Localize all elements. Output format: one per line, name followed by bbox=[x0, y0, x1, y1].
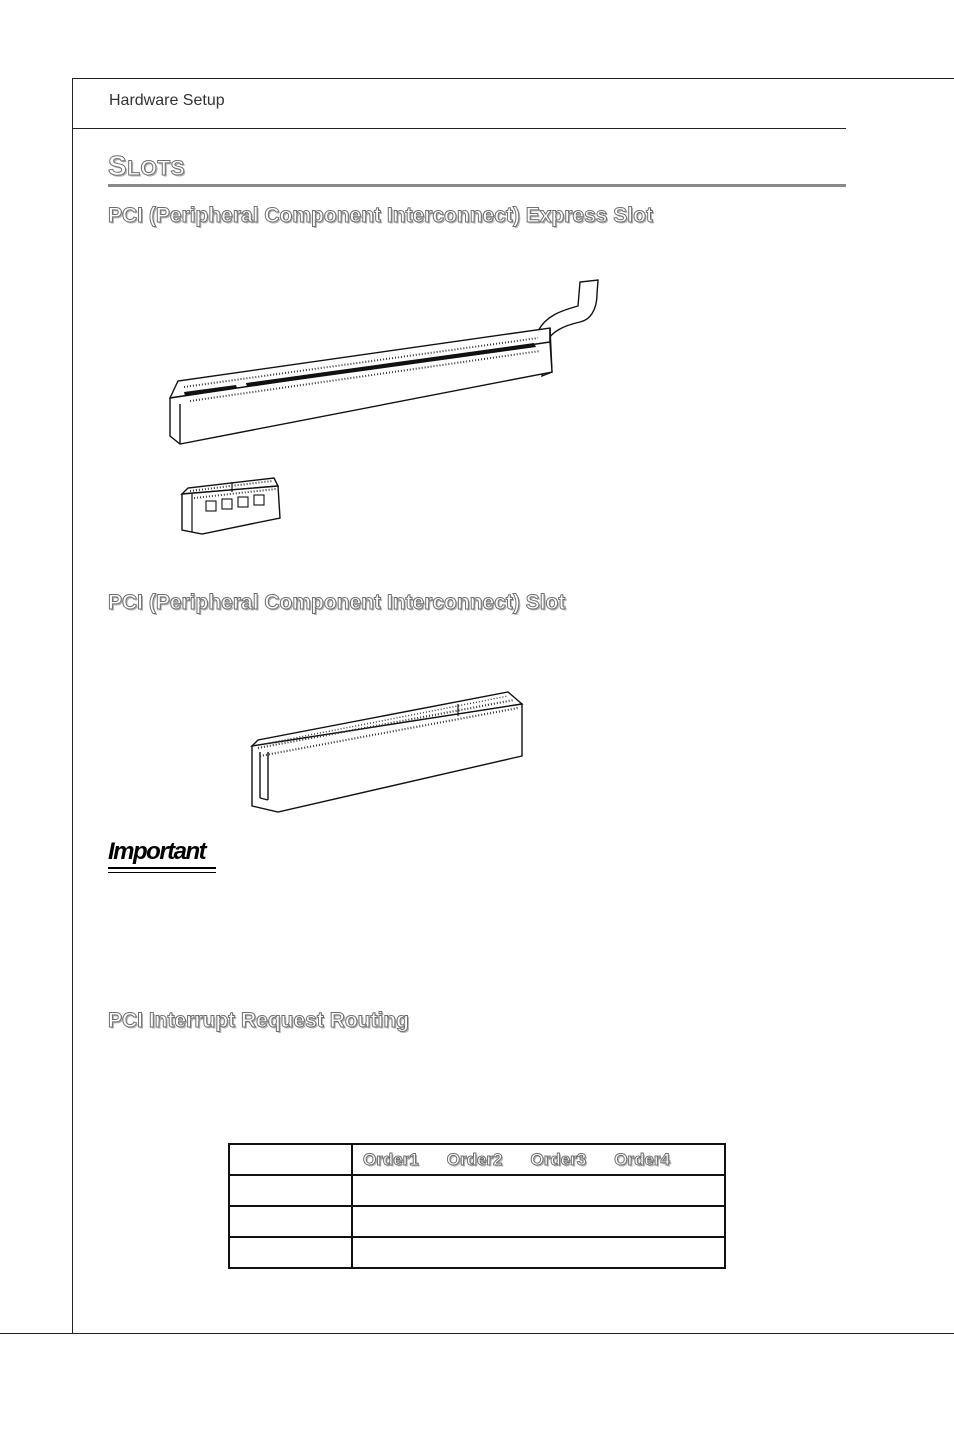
important-underline-2 bbox=[108, 872, 216, 873]
bottom-rule bbox=[0, 1333, 954, 1334]
section-title-rule bbox=[108, 184, 846, 187]
table-header-row bbox=[229, 1144, 725, 1175]
pcie-heading: PCI (Peripheral Component Interconnect) Express Slot bbox=[108, 204, 653, 227]
important-underline bbox=[108, 867, 216, 869]
table-row bbox=[229, 1206, 725, 1237]
section-title-rest: LOTS bbox=[127, 157, 186, 180]
table-header-corner bbox=[229, 1144, 352, 1175]
irq-routing-table bbox=[228, 1143, 726, 1269]
table-row-label bbox=[229, 1206, 352, 1237]
table-row-value bbox=[352, 1237, 725, 1268]
column-header-order2: Order2 bbox=[446, 1149, 503, 1169]
left-margin-rule bbox=[72, 78, 73, 1334]
irq-heading: PCI Interrupt Request Routing bbox=[108, 1009, 409, 1032]
important-label: Important bbox=[108, 838, 206, 865]
pci-heading: PCI (Peripheral Component Interconnect) Slot bbox=[108, 591, 566, 614]
table-row-label bbox=[229, 1175, 352, 1206]
column-header-order4: Order4 bbox=[614, 1149, 670, 1169]
table-row-value bbox=[352, 1206, 725, 1237]
top-rule bbox=[72, 78, 954, 79]
table-row bbox=[229, 1237, 725, 1268]
section-title bbox=[108, 150, 185, 182]
header-rule bbox=[72, 128, 846, 129]
section-title-initial: S bbox=[108, 150, 128, 181]
pci-slot-illustration bbox=[246, 686, 531, 818]
table-row bbox=[229, 1175, 725, 1206]
column-header-order1: Order1 bbox=[363, 1149, 419, 1169]
table-header-orders bbox=[352, 1144, 725, 1175]
table-row-value bbox=[352, 1175, 725, 1206]
pcie-x1-slot-illustration bbox=[178, 472, 288, 542]
column-header-order3: Order3 bbox=[530, 1149, 587, 1169]
pcie-x16-slot-illustration bbox=[160, 276, 620, 456]
table-row-label bbox=[229, 1237, 352, 1268]
running-header: Hardware Setup bbox=[109, 92, 225, 109]
